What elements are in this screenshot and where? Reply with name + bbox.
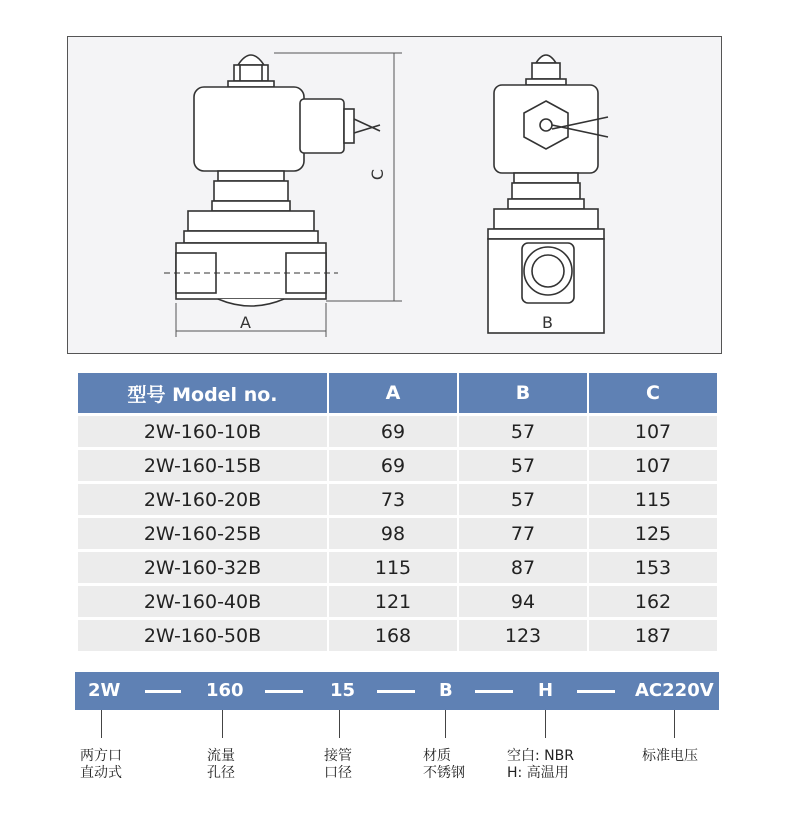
cell-model: 2W-160-15B bbox=[78, 450, 327, 481]
table-row bbox=[78, 620, 717, 651]
front-view bbox=[488, 55, 608, 333]
legend-voltage: 标准电压 bbox=[642, 748, 698, 764]
cell-b: 87 bbox=[459, 552, 587, 583]
pointer-line bbox=[674, 710, 675, 738]
code-segment-type: 2W bbox=[88, 680, 121, 701]
cell-b: 57 bbox=[459, 416, 587, 447]
pointer-line bbox=[101, 710, 102, 738]
cell-c: 107 bbox=[589, 416, 717, 447]
legend-material: 材质 不锈钢 bbox=[423, 748, 465, 781]
cell-b: 94 bbox=[459, 586, 587, 617]
code-segment-material: B bbox=[439, 680, 453, 701]
cell-model: 2W-160-20B bbox=[78, 484, 327, 515]
legend-seal: 空白: NBR H: 高温用 bbox=[507, 748, 574, 781]
cell-model: 2W-160-32B bbox=[78, 552, 327, 583]
code-separator bbox=[377, 690, 415, 693]
dimension-c-label: C bbox=[368, 168, 388, 181]
dimension-a-label: A bbox=[240, 313, 251, 332]
table-header-row bbox=[78, 373, 717, 413]
code-segment-voltage: AC220V bbox=[635, 680, 714, 701]
cell-b: 123 bbox=[459, 620, 587, 651]
cell-model: 2W-160-10B bbox=[78, 416, 327, 447]
table-row bbox=[78, 518, 717, 549]
table-row bbox=[78, 484, 717, 515]
header-c: C bbox=[589, 373, 717, 413]
code-separator bbox=[577, 690, 615, 693]
cell-model: 2W-160-25B bbox=[78, 518, 327, 549]
table-row bbox=[78, 552, 717, 583]
model-code-bar bbox=[75, 672, 719, 710]
code-segment-seal: H bbox=[538, 680, 554, 701]
cell-c: 162 bbox=[589, 586, 717, 617]
header-b: B bbox=[459, 373, 587, 413]
pointer-line bbox=[445, 710, 446, 738]
cell-a: 69 bbox=[329, 416, 457, 447]
cell-model: 2W-160-40B bbox=[78, 586, 327, 617]
code-separator bbox=[265, 690, 303, 693]
code-segment-orifice: 160 bbox=[206, 680, 244, 701]
pointer-line bbox=[545, 710, 546, 738]
cell-a: 69 bbox=[329, 450, 457, 481]
header-a: A bbox=[329, 373, 457, 413]
code-separator bbox=[475, 690, 513, 693]
cell-b: 57 bbox=[459, 450, 587, 481]
pointer-line bbox=[339, 710, 340, 738]
cell-a: 121 bbox=[329, 586, 457, 617]
cell-a: 98 bbox=[329, 518, 457, 549]
cell-c: 107 bbox=[589, 450, 717, 481]
legend-port: 接管 口径 bbox=[324, 748, 352, 781]
cell-c: 153 bbox=[589, 552, 717, 583]
cell-c: 115 bbox=[589, 484, 717, 515]
cell-b: 77 bbox=[459, 518, 587, 549]
pointer-line bbox=[222, 710, 223, 738]
dimension-table bbox=[76, 370, 719, 654]
table-row bbox=[78, 416, 717, 447]
legend-type: 两方口 直动式 bbox=[80, 748, 122, 781]
cell-a: 168 bbox=[329, 620, 457, 651]
table-row bbox=[78, 450, 717, 481]
cell-model: 2W-160-50B bbox=[78, 620, 327, 651]
dimension-b-label: B bbox=[542, 313, 553, 332]
cell-a: 73 bbox=[329, 484, 457, 515]
cell-a: 115 bbox=[329, 552, 457, 583]
code-separator bbox=[145, 690, 181, 693]
table-row bbox=[78, 586, 717, 617]
cell-b: 57 bbox=[459, 484, 587, 515]
legend-orifice: 流量 孔径 bbox=[207, 748, 235, 781]
valve-drawing-svg bbox=[68, 37, 723, 355]
side-view bbox=[164, 55, 380, 306]
header-model: 型号 Model no. bbox=[78, 373, 327, 413]
code-segment-port: 15 bbox=[330, 680, 356, 701]
cell-c: 125 bbox=[589, 518, 717, 549]
valve-drawing bbox=[67, 36, 722, 354]
cell-c: 187 bbox=[589, 620, 717, 651]
